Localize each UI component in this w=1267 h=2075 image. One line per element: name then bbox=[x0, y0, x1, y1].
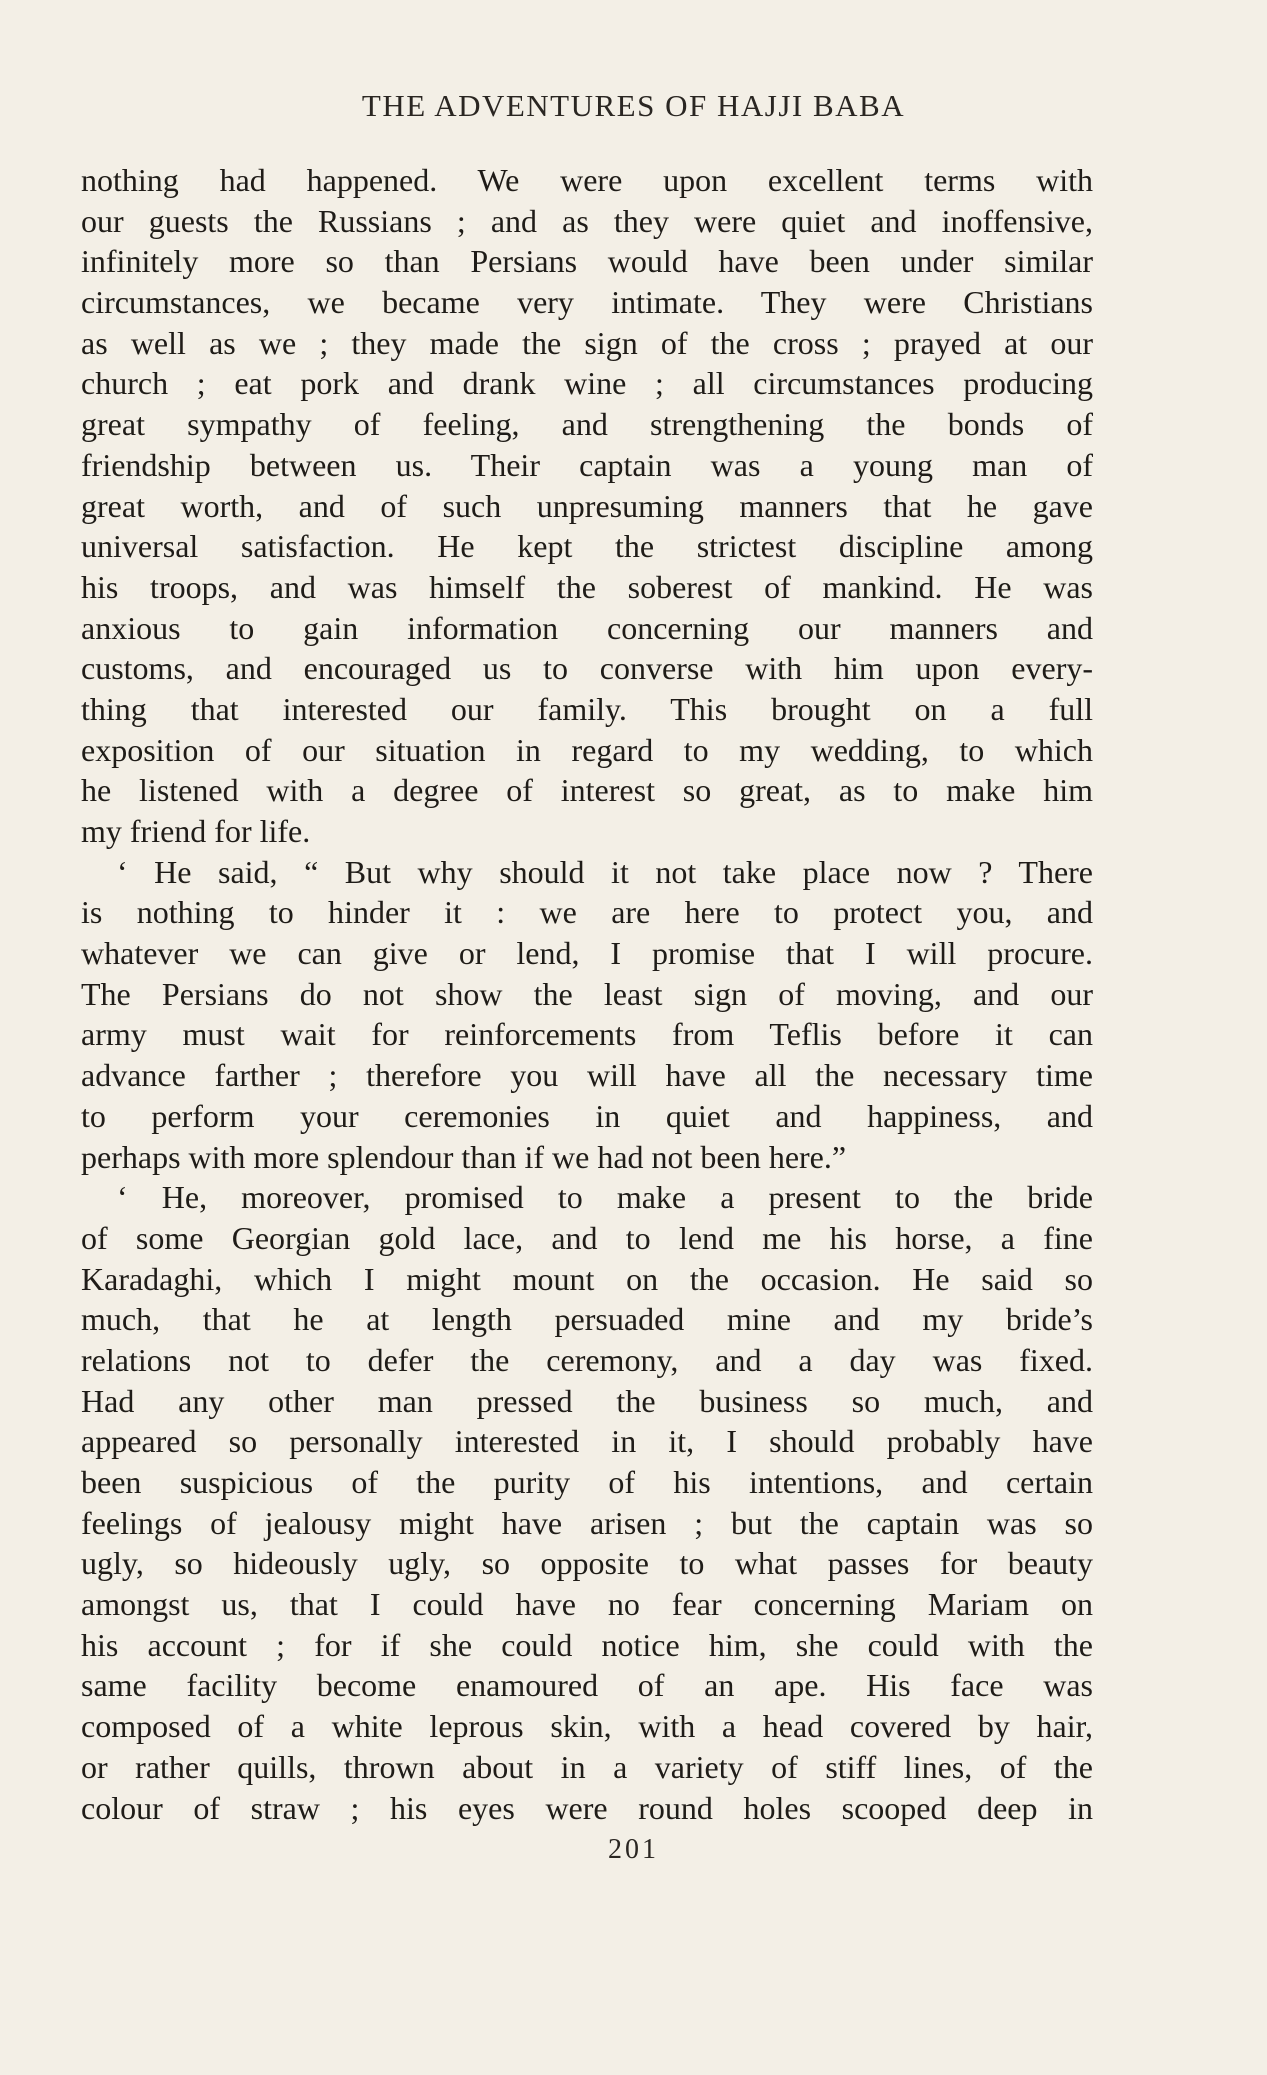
text-line: appeared so personally interested in it, I should probably have bbox=[81, 1423, 1093, 1460]
running-head-title: THE ADVENTURES OF HAJJI BABA bbox=[361, 88, 906, 123]
text-line: anxious to gain information concerning our manners and bbox=[81, 609, 1093, 646]
text-line: or rather quills, thrown about in a variety of stiff lines, of the bbox=[81, 1748, 1093, 1785]
text-line: my friend for life. bbox=[81, 813, 311, 849]
text-line: composed of a white leprous skin, with a head covered by hair, bbox=[81, 1708, 1093, 1745]
text-line: he listened with a degree of interest so great, as to make him bbox=[81, 772, 1093, 809]
text-line: much, that he at length persuaded mine and my bride’s bbox=[81, 1301, 1093, 1338]
text-line: great sympathy of feeling, and strengthening the bonds of bbox=[81, 406, 1093, 443]
text-line: as well as we ; they made the sign of the cross ; prayed at our bbox=[81, 324, 1093, 361]
text-line: same facility become enamoured of an ape. His face was bbox=[81, 1667, 1093, 1704]
text-line: ‘ He, moreover, promised to make a present to the bride bbox=[117, 1179, 1093, 1216]
text-line: universal satisfaction. He kept the strictest discipline among bbox=[81, 528, 1093, 565]
text-line: Had any other man pressed the business so much, and bbox=[81, 1382, 1093, 1419]
text-line: is nothing to hinder it : we are here to protect you, and bbox=[81, 894, 1093, 931]
text-line: feelings of jealousy might have arisen ; but the captain was so bbox=[81, 1504, 1093, 1541]
text-line: relations not to defer the ceremony, and a day was fixed. bbox=[81, 1341, 1093, 1378]
text-line: our guests the Russians ; and as they were quiet and inoffensive, bbox=[81, 202, 1093, 239]
text-line: nothing had happened. We were upon excellent terms with bbox=[81, 162, 1093, 198]
text-line: The Persians do not show the least sign of moving, and our bbox=[81, 975, 1093, 1012]
text-line: great worth, and of such unpresuming manners that he gave bbox=[81, 487, 1093, 524]
text-line: friendship between us. Their captain was a young man of bbox=[81, 446, 1093, 483]
text-line: whatever we can give or lend, I promise that I will procure. bbox=[81, 935, 1093, 972]
text-line: army must wait for reinforcements from Teflis before it can bbox=[81, 1016, 1093, 1053]
text-line: exposition of our situation in regard to my wedding, to which bbox=[81, 731, 1093, 768]
text-line: amongst us, that I could have no fear concerning Mariam on bbox=[81, 1586, 1093, 1623]
text-line: been suspicious of the purity of his intentions, and certain bbox=[81, 1464, 1093, 1500]
text-line: customs, and encouraged us to converse with him upon every- bbox=[81, 650, 1093, 687]
text-line: his troops, and was himself the soberest of mankind. He was bbox=[81, 568, 1093, 605]
text-line: ‘ He said, “ But why should it not take place now ? There bbox=[117, 853, 1093, 890]
text-line: of some Georgian gold lace, and to lend me his horse, a fine bbox=[81, 1219, 1093, 1256]
text-line: perhaps with more splendour than if we had not been here.” bbox=[81, 1138, 847, 1175]
text-line: colour of straw ; his eyes were round holes scooped deep in bbox=[81, 1789, 1093, 1826]
text-line: to perform your ceremonies in quiet and happiness, and bbox=[81, 1097, 1093, 1134]
text-line: church ; eat pork and drank wine ; all circumstances producing bbox=[81, 365, 1093, 402]
body-text bbox=[81, 160, 1093, 1828]
text-line: ugly, so hideously ugly, so opposite to what passes for beauty bbox=[81, 1545, 1093, 1582]
text-line: advance farther ; therefore you will have all the necessary time bbox=[81, 1057, 1093, 1094]
text-line: circumstances, we became very intimate. They were Christians bbox=[81, 284, 1093, 321]
page-number: 201 bbox=[608, 1834, 659, 1865]
text-line: Karadaghi, which I might mount on the occasion. He said so bbox=[81, 1260, 1093, 1297]
text-line: his account ; for if she could notice him, she could with the bbox=[81, 1626, 1093, 1663]
text-line: infinitely more so than Persians would have been under similar bbox=[81, 243, 1093, 280]
text-line: thing that interested our family. This brought on a full bbox=[81, 690, 1093, 727]
